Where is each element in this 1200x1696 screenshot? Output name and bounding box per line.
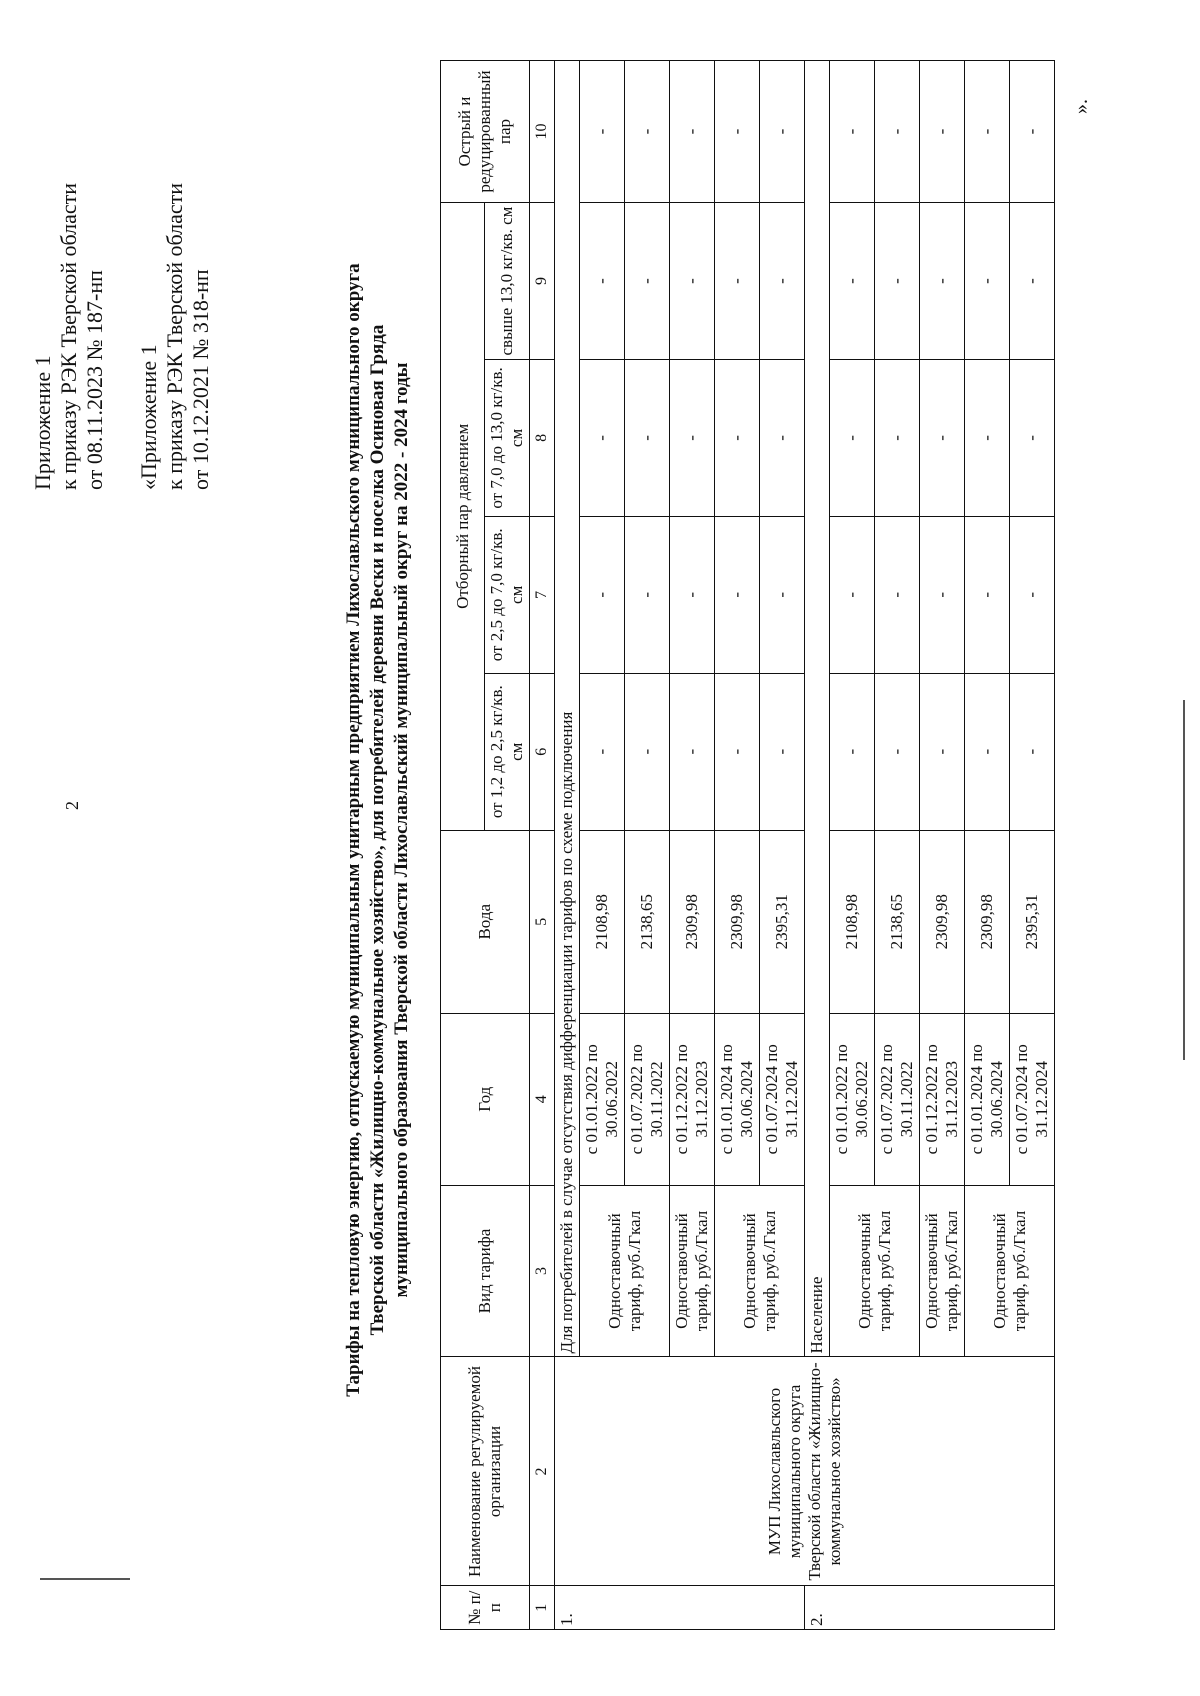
dash-cell: -	[965, 203, 1010, 360]
col-number: 3	[530, 1185, 555, 1357]
appendix-line: к приказу РЭК Тверской области	[162, 182, 187, 490]
header-tariff-type: Вид тарифа	[441, 1185, 530, 1357]
dash-cell: -	[625, 359, 670, 516]
dash-cell: -	[830, 359, 875, 516]
dash-cell: -	[965, 61, 1010, 203]
dash-cell: -	[580, 359, 625, 516]
tariff-type: Одноставочный тариф, руб./Гкал	[580, 1185, 670, 1357]
dash-cell: -	[965, 516, 1010, 673]
col-number: 2	[530, 1357, 555, 1586]
dash-cell: -	[920, 516, 965, 673]
dash-cell: -	[715, 359, 760, 516]
dash-cell: -	[715, 203, 760, 360]
appendix-line: к приказу РЭК Тверской области	[56, 182, 81, 490]
dash-cell: -	[760, 203, 805, 360]
title-line: муниципального образования Тверской области Лихославльский муниципальный округ на 2022 - 2024 годы	[391, 362, 412, 1298]
dash-cell: -	[760, 359, 805, 516]
dash-cell: -	[1010, 61, 1055, 203]
header-pressure-2: от 2,5 до 7,0 кг/кв. см	[485, 516, 530, 673]
col-number: 7	[530, 516, 555, 673]
dash-cell: -	[965, 359, 1010, 516]
dash-cell: -	[715, 61, 760, 203]
dash-cell: -	[830, 673, 875, 830]
header-year: Год	[441, 1013, 530, 1185]
dash-cell: -	[715, 673, 760, 830]
appendix-title: «Приложение 1	[136, 344, 161, 490]
dash-cell: -	[670, 516, 715, 673]
tariff-type: Одноставочный тариф, руб./Гкал	[715, 1185, 805, 1357]
period: с 01.12.2022 по 31.12.2023	[670, 1013, 715, 1185]
dash-cell: -	[580, 203, 625, 360]
dash-cell: -	[920, 359, 965, 516]
col-number: 8	[530, 359, 555, 516]
header-sharp-steam: Острый и редуцированный пар	[441, 61, 530, 203]
dash-cell: -	[625, 61, 670, 203]
appendix-line: от 08.11.2023 № 187-нп	[82, 270, 107, 490]
water-value: 2309,98	[715, 830, 760, 1013]
period: с 01.07.2024 по 31.12.2024	[1010, 1013, 1055, 1185]
scan-edge-line	[1183, 700, 1185, 1060]
appendix-title: Приложение 1	[30, 355, 55, 490]
appendix-new	[30, 30, 108, 490]
section-label: Население	[805, 61, 830, 1357]
dash-cell: -	[580, 673, 625, 830]
period: с 01.01.2022 по 30.06.2022	[580, 1013, 625, 1185]
water-value: 2138,65	[625, 830, 670, 1013]
tariff-type: Одноставочный тариф, руб./Гкал	[920, 1185, 965, 1357]
dash-cell: -	[625, 516, 670, 673]
dash-cell: -	[760, 61, 805, 203]
dash-cell: -	[670, 359, 715, 516]
appendix-line: от 10.12.2021 № 318-нп	[188, 269, 213, 490]
water-value: 2309,98	[670, 830, 715, 1013]
dash-cell: -	[1010, 673, 1055, 830]
col-number: 5	[530, 830, 555, 1013]
period: с 01.07.2024 по 31.12.2024	[760, 1013, 805, 1185]
water-value: 2309,98	[965, 830, 1010, 1013]
dash-cell: -	[920, 61, 965, 203]
dash-cell: -	[670, 61, 715, 203]
header-org: Наименование регулируемой организации	[441, 1357, 530, 1586]
tariff-type: Одноставочный тариф, руб./Гкал	[965, 1185, 1055, 1357]
dash-cell: -	[760, 673, 805, 830]
dash-cell: -	[920, 203, 965, 360]
water-value: 2309,98	[920, 830, 965, 1013]
closing-quote-mark: ».	[1070, 99, 1092, 114]
dash-cell: -	[760, 516, 805, 673]
dash-cell: -	[875, 359, 920, 516]
tariff-type: Одноставочный тариф, руб./Гкал	[670, 1185, 715, 1357]
dash-cell: -	[1010, 203, 1055, 360]
appendix-old	[136, 30, 214, 490]
water-value: 2138,65	[875, 830, 920, 1013]
header-num: № п/п	[441, 1586, 530, 1630]
org-name: МУП Лихославльского муниципального округа Тверской области «Жилищно-коммунальное хозяйство»	[555, 1357, 1055, 1586]
dash-cell: -	[875, 516, 920, 673]
period: с 01.01.2024 по 30.06.2024	[965, 1013, 1010, 1185]
dash-cell: -	[670, 673, 715, 830]
row-num: 1.	[555, 1586, 805, 1630]
header-pressure-4: свыше 13,0 кг/кв. см	[485, 203, 530, 360]
dash-cell: -	[875, 673, 920, 830]
dash-cell: -	[1010, 516, 1055, 673]
title-line: Тверской области «Жилищно-коммунальное хозяйство», для потребителей деревни Вески и поселка Осиновая Гряда	[367, 324, 388, 1336]
col-number: 10	[530, 61, 555, 203]
dash-cell: -	[920, 673, 965, 830]
dash-cell: -	[830, 203, 875, 360]
dash-cell: -	[670, 203, 715, 360]
period: с 01.01.2024 по 30.06.2024	[715, 1013, 760, 1185]
water-value: 2108,98	[830, 830, 875, 1013]
tariff-type: Одноставочный тариф, руб./Гкал	[830, 1185, 920, 1357]
water-value: 2108,98	[580, 830, 625, 1013]
dash-cell: -	[580, 516, 625, 673]
period: с 01.01.2022 по 30.06.2022	[830, 1013, 875, 1185]
dash-cell: -	[875, 203, 920, 360]
dash-cell: -	[965, 673, 1010, 830]
tariff-table	[440, 60, 1055, 1630]
row-num: 2.	[805, 1586, 1055, 1630]
dash-cell: -	[830, 516, 875, 673]
period: с 01.07.2022 по 30.11.2022	[875, 1013, 920, 1185]
header-water: Вода	[441, 830, 530, 1013]
water-value: 2395,31	[760, 830, 805, 1013]
appendix-headers	[30, 30, 242, 490]
dash-cell: -	[830, 61, 875, 203]
col-number: 9	[530, 203, 555, 360]
section-label: Для потребителей в случае отсутствия дифференциации тарифов по схеме подключения	[555, 61, 580, 1357]
header-pressure-1: от 1,2 до 2,5 кг/кв. см	[485, 673, 530, 830]
rotated-document-sheet	[20, 20, 1120, 1660]
dash-cell: -	[715, 516, 760, 673]
col-number: 6	[530, 673, 555, 830]
dash-cell: -	[625, 673, 670, 830]
header-pressure-3: от 7,0 до 13,0 кг/кв. см	[485, 359, 530, 516]
col-number: 4	[530, 1013, 555, 1185]
dash-cell: -	[625, 203, 670, 360]
dash-cell: -	[1010, 359, 1055, 516]
page-number: 2	[62, 801, 82, 810]
dash-cell: -	[580, 61, 625, 203]
header-selected-steam: Отборный пар давлением	[441, 203, 485, 831]
document-title	[342, 60, 414, 1600]
period: с 01.07.2022 по 30.11.2022	[625, 1013, 670, 1185]
dash-cell: -	[875, 61, 920, 203]
title-line: Тарифы на тепловую энергию, отпускаемую муниципальным унитарным предприятием Лихославльского муниципального округа	[343, 263, 364, 1397]
water-value: 2395,31	[1010, 830, 1055, 1013]
period: с 01.12.2022 по 31.12.2023	[920, 1013, 965, 1185]
col-number: 1	[530, 1586, 555, 1630]
